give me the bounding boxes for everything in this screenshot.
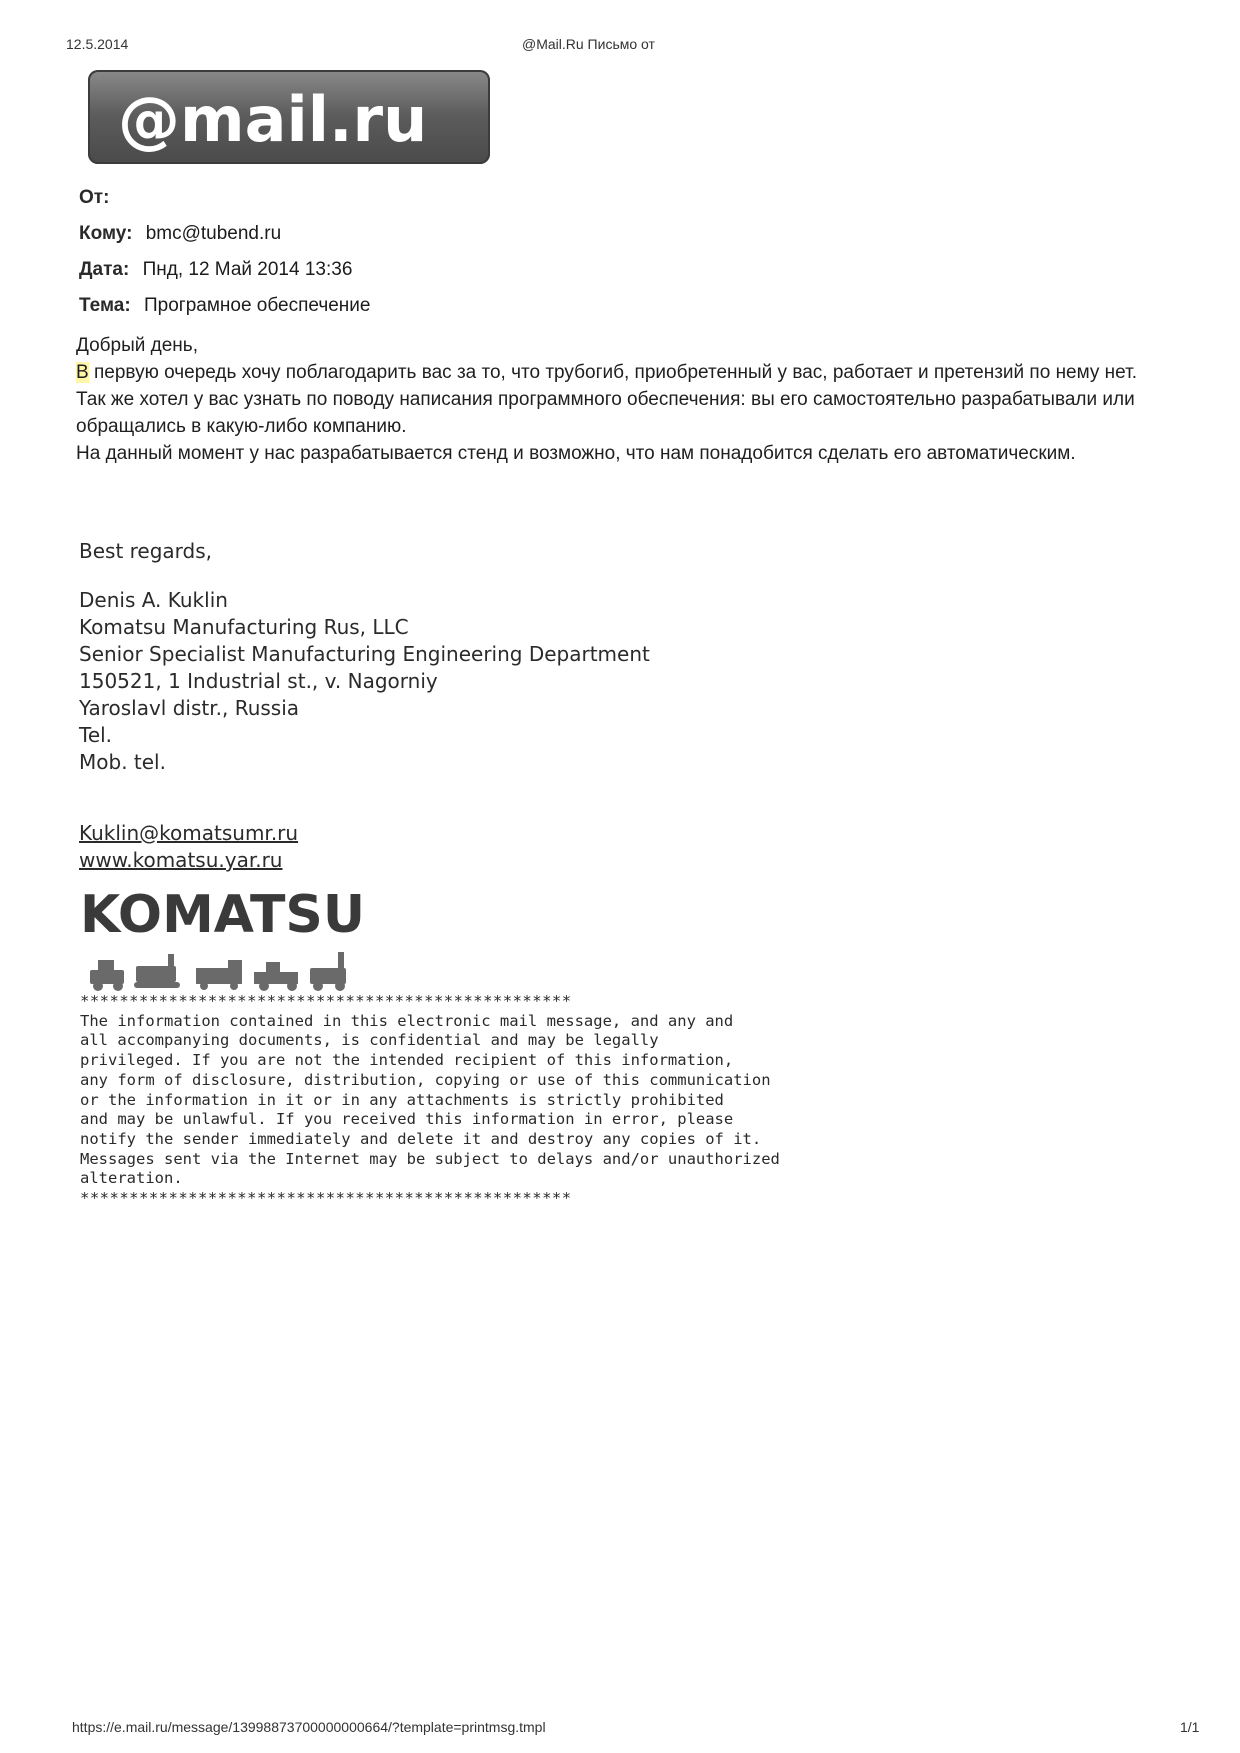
header-date bbox=[79, 252, 370, 288]
disclaimer-line: notify the sender immediately and delete it and destroy any copies of it. bbox=[80, 1129, 762, 1148]
subject-label: Тема: bbox=[79, 295, 131, 316]
email-headers bbox=[79, 180, 370, 324]
address-line-2: Yaroslavl distr., Russia bbox=[79, 696, 300, 720]
paragraph-1-text: первую очередь хочу поблагодарить вас за то, что трубогиб, приобретенный у вас, работает и претензий по нему нет. bbox=[88, 362, 1137, 383]
header-from bbox=[79, 180, 370, 216]
address-line-1: 150521, 1 Industrial st., v. Nagorniy bbox=[79, 669, 438, 693]
disclaimer-line: and may be unlawful. If you received this information in error, please bbox=[80, 1110, 734, 1129]
website-link[interactable]: www.komatsu.yar.ru bbox=[79, 848, 283, 872]
disclaimer bbox=[80, 992, 840, 1209]
sender-position: Senior Specialist Manufacturing Engineering Department bbox=[79, 642, 650, 666]
print-title: @Mail.Ru Письмо от bbox=[522, 36, 655, 52]
to-value: bmc@tubend.ru bbox=[145, 223, 282, 244]
tel-label: Tel. bbox=[79, 723, 113, 747]
email-link[interactable]: Kuklin@komatsumr.ru bbox=[79, 821, 299, 845]
trademark-mark: ® bbox=[520, 95, 532, 109]
komatsu-logo bbox=[80, 882, 370, 945]
disclaimer-stars-top: ************************************************** bbox=[80, 992, 572, 1010]
machines-icon bbox=[90, 952, 346, 991]
date-value: Пнд, 12 Май 2014 13:36 bbox=[142, 259, 353, 280]
highlighted-word: В bbox=[76, 362, 89, 383]
mail-ru-logo bbox=[88, 70, 532, 164]
subject-value: Програмное обеспечение bbox=[143, 295, 371, 316]
paragraph-3: На данный момент у нас разрабатывается стенд и возможно, что нам понадобится сделать его автоматическим. bbox=[76, 443, 1076, 464]
disclaimer-line: or the information in it or in any attachments is strictly prohibited bbox=[80, 1090, 724, 1109]
header-subject bbox=[79, 288, 370, 324]
sender-company: Komatsu Manufacturing Rus, LLC bbox=[79, 615, 409, 639]
print-url: https://e.mail.ru/message/13998873700000000664/?template=printmsg.tmpl bbox=[72, 1719, 546, 1735]
disclaimer-line: all accompanying documents, is confidential and may be legally bbox=[80, 1031, 659, 1050]
closing: Best regards, bbox=[79, 539, 213, 563]
disclaimer-line: any form of disclosure, distribution, copying or use of this communication bbox=[80, 1070, 771, 1089]
disclaimer-line: The information contained in this electronic mail message, and any and bbox=[80, 1011, 734, 1030]
komatsu-logo-text: KOMATSU bbox=[80, 885, 365, 945]
sender-name: Denis A. Kuklin bbox=[79, 588, 228, 612]
message-body bbox=[76, 332, 1196, 467]
disclaimer-line: alteration. bbox=[80, 1169, 183, 1188]
mail-ru-logo-text: @mail.ru bbox=[118, 83, 428, 156]
disclaimer-line: Messages sent via the Internet may be subject to delays and/or unauthorized bbox=[80, 1149, 780, 1168]
signature-block bbox=[79, 538, 879, 874]
date-label: Дата: bbox=[79, 259, 130, 280]
paragraph-1 bbox=[76, 359, 1196, 386]
to-label: Кому: bbox=[79, 223, 133, 244]
paragraph-2: Так же хотел у вас узнать по поводу написания программного обеспечения: вы его самостоятельно разрабатывали или обращались в какую-либо компанию. bbox=[76, 389, 1135, 437]
print-date: 12.5.2014 bbox=[66, 36, 129, 52]
greeting: Добрый день, bbox=[76, 335, 198, 356]
from-label: От: bbox=[79, 187, 110, 208]
page-number: 1/1 bbox=[1180, 1719, 1200, 1735]
disclaimer-stars-bottom: ************************************************** bbox=[80, 1189, 572, 1208]
machinery-image bbox=[88, 946, 368, 992]
mail-ru-logo-graphic bbox=[88, 70, 532, 164]
header-to bbox=[79, 216, 370, 252]
mob-label: Mob. tel. bbox=[79, 750, 166, 774]
disclaimer-line: privileged. If you are not the intended recipient of this information, bbox=[80, 1051, 734, 1070]
